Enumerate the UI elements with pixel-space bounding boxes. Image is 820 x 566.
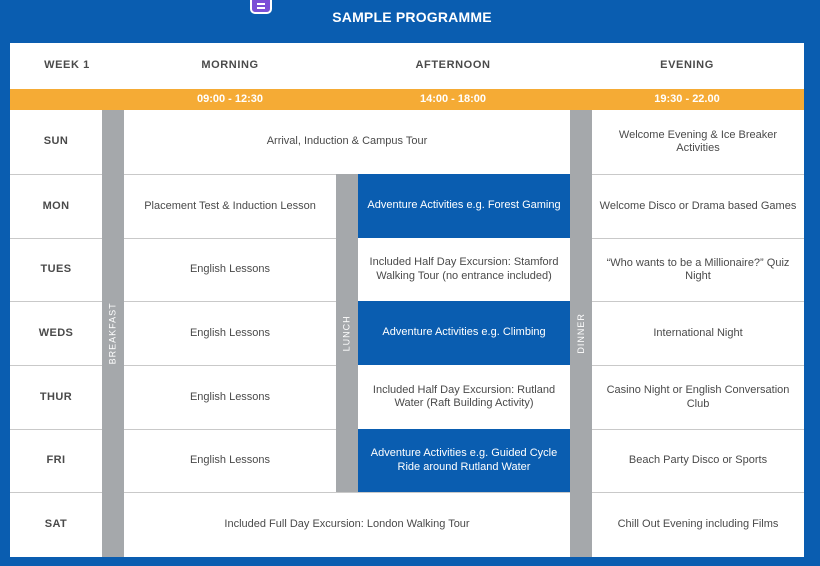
afternoon-activity: Adventure Activities e.g. Forest Gaming — [358, 174, 570, 238]
day-label: FRI — [10, 429, 102, 492]
evening-header: EVENING — [660, 59, 714, 72]
page-title: SAMPLE PROGRAMME — [332, 9, 492, 25]
afternoon-activity: Adventure Activities e.g. Guided Cycle Ride around Rutland Water — [358, 429, 570, 492]
breakfast-label: BREAKFAST — [107, 302, 118, 365]
evening-activity: Welcome Evening & Ice Breaker Activities — [618, 128, 778, 154]
lunch-label: LUNCH — [341, 314, 352, 351]
afternoon-time: 14:00 - 18:00 — [336, 89, 570, 110]
evening-activity: Beach Party Disco or Sports — [592, 429, 804, 492]
afternoon-activity: Adventure Activities e.g. Climbing — [358, 301, 570, 365]
morning-activity: Included Full Day Excursion: London Walking Tour — [124, 492, 570, 557]
day-label: THUR — [10, 365, 102, 429]
evening-activity: Casino Night or English Conversation Club — [592, 365, 804, 429]
day-label: TUES — [10, 238, 102, 301]
evening-activity: “Who wants to be a Millionaire?” Quiz Night — [592, 238, 804, 301]
programme-table — [10, 43, 804, 557]
morning-activity: English Lessons — [124, 238, 336, 301]
afternoon-activity: Included Half Day Excursion: Rutland Water (Raft Building Activity) — [372, 383, 556, 409]
morning-activity: English Lessons — [124, 429, 336, 492]
morning-time: 09:00 - 12:30 — [124, 89, 336, 110]
evening-activity: International Night — [592, 301, 804, 365]
afternoon-activity: Included Half Day Excursion: Stamford Walking Tour (no entrance included) — [369, 256, 559, 282]
breakfast-bar — [102, 110, 124, 557]
afternoon-header: AFTERNOON — [415, 59, 491, 72]
morning-header: MORNING — [201, 59, 259, 72]
morning-activity: Placement Test & Induction Lesson — [124, 174, 336, 238]
day-label: SUN — [43, 135, 69, 148]
time-band-blank — [10, 89, 124, 110]
lunch-bar — [336, 174, 358, 492]
morning-activity: Arrival, Induction & Campus Tour — [266, 135, 428, 148]
day-label: WEDS — [10, 301, 102, 365]
morning-activity: English Lessons — [124, 365, 336, 429]
evening-time: 19:30 - 22.00 — [570, 89, 804, 110]
evening-activity: Chill Out Evening including Films — [592, 492, 804, 557]
week-header: WEEK 1 — [44, 59, 90, 72]
dinner-bar — [570, 110, 592, 557]
day-label: SAT — [10, 492, 102, 557]
dinner-label: DINNER — [575, 313, 586, 354]
evening-activity: Welcome Disco or Drama based Games — [592, 174, 804, 238]
day-label: MON — [10, 174, 102, 238]
morning-activity: English Lessons — [124, 301, 336, 365]
